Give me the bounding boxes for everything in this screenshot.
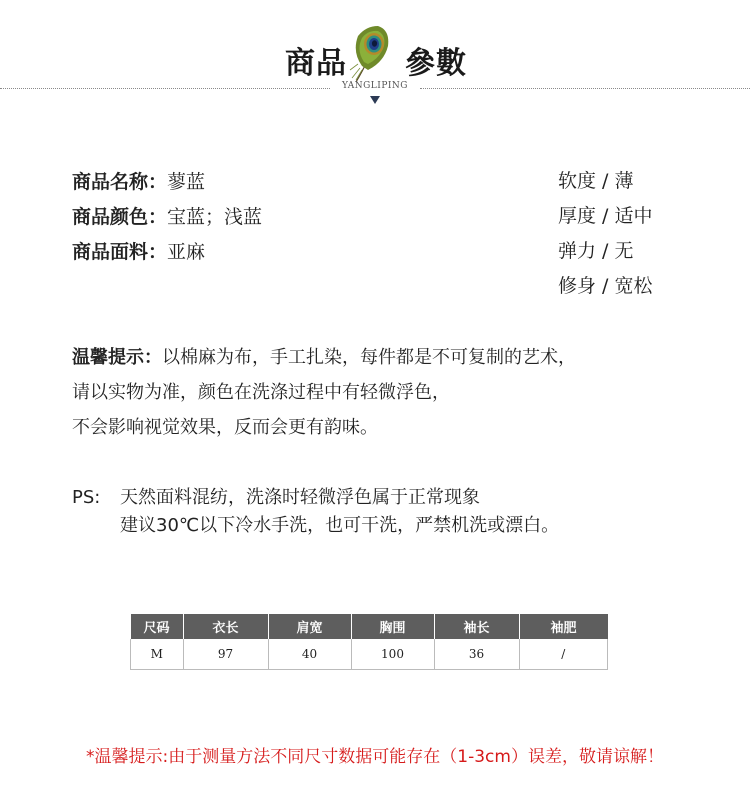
attr-fit: 修身 / 宽松 — [558, 275, 653, 297]
ps-label: PS: — [72, 487, 101, 508]
dotted-divider-left — [0, 88, 330, 89]
header-length: 衣长 — [183, 614, 268, 639]
brand-label: YANGLIPING — [341, 81, 408, 91]
spec-value: 亚麻 — [167, 241, 206, 263]
header — [0, 0, 750, 110]
cell-sleeve-width: / — [519, 639, 608, 670]
peacock-feather-icon — [348, 22, 394, 84]
header-sleeve-width: 袖肥 — [519, 614, 608, 639]
cell-shoulder: 40 — [268, 639, 351, 670]
cell-chest: 100 — [351, 639, 434, 670]
tip-label: 温馨提示： — [72, 347, 162, 368]
spec-name — [72, 170, 205, 194]
size-table — [130, 614, 608, 670]
tip-text: 以棉麻为布，手工扎染，每件都是不可复制的艺术， — [162, 347, 576, 368]
ps-line-1: 天然面料混纺，洗涤时轻微浮色属于正常现象 — [120, 487, 480, 508]
header-sleeve-length: 袖长 — [434, 614, 519, 639]
table-row — [131, 639, 608, 670]
header-chest: 胸围 — [351, 614, 434, 639]
spec-label: 商品颜色： — [72, 206, 168, 228]
tip-line-3: 不会影响视觉效果，反而会更有韵味。 — [72, 417, 378, 438]
spec-value: 蓼蓝 — [167, 171, 206, 193]
measurement-notice: *温馨提示:由于测量方法不同尺寸数据可能存在（1-3cm）误差，敬请谅解！ — [86, 747, 664, 767]
attr-thickness: 厚度 / 适中 — [558, 205, 653, 227]
spec-label: 商品名称： — [72, 171, 168, 193]
tip-line-1 — [72, 346, 576, 370]
attr-softness: 软度 / 薄 — [558, 170, 634, 192]
cell-size: M — [131, 639, 184, 670]
spec-color — [72, 205, 262, 229]
spec-label: 商品面料： — [72, 241, 168, 263]
dotted-divider-right — [420, 88, 750, 89]
header-shoulder: 肩宽 — [268, 614, 351, 639]
tip-line-2: 请以实物为准，颜色在洗涤过程中有轻微浮色， — [72, 382, 450, 403]
cell-length: 97 — [183, 639, 268, 670]
ps-line-2: 建议30℃以下冷水手洗，也可干洗，严禁机洗或漂白。 — [120, 515, 560, 536]
attr-elasticity: 弹力 / 无 — [558, 240, 634, 262]
down-triangle-icon — [370, 96, 380, 104]
title-left: 商品 — [285, 46, 347, 81]
title-right: 參數 — [405, 46, 467, 81]
spec-fabric — [72, 240, 205, 264]
size-table-header — [131, 614, 608, 639]
spec-value: 宝蓝；浅蓝 — [167, 206, 263, 228]
header-size: 尺码 — [131, 614, 184, 639]
cell-sleeve-length: 36 — [434, 639, 519, 670]
